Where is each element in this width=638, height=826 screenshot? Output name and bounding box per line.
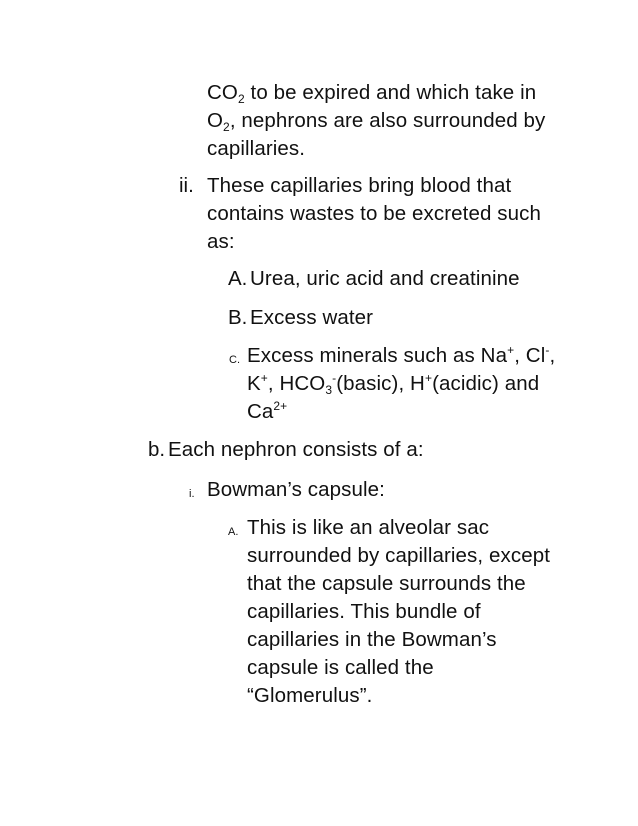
text-line: These capillaries bring blood that xyxy=(207,174,512,197)
list-marker: C. xyxy=(229,354,240,366)
text-line: Bowman’s capsule: xyxy=(207,478,385,501)
text-line: This is like an alveolar sac xyxy=(247,516,490,539)
superscript: 2+ xyxy=(273,399,288,413)
text-line: as: xyxy=(207,230,235,253)
text-line xyxy=(247,372,539,396)
text-line: that the capsule surrounds the xyxy=(247,572,526,595)
text-line: capillaries. This bundle of xyxy=(247,600,481,623)
text-line xyxy=(207,81,536,105)
text-run: CO xyxy=(207,81,238,104)
text-line: contains wastes to be excreted such xyxy=(207,202,541,225)
text-run: to be expired and which take in xyxy=(244,81,537,104)
text-run: (basic), H xyxy=(336,372,425,395)
text-line xyxy=(247,400,287,424)
list-marker: B. xyxy=(228,306,248,329)
list-marker: i. xyxy=(189,488,195,500)
list-marker: A. xyxy=(228,526,239,538)
text-line: capsule is called the xyxy=(247,656,434,679)
text-line: Urea, uric acid and creatinine xyxy=(250,267,520,290)
text-run: O xyxy=(207,109,224,132)
superscript: + xyxy=(507,343,515,357)
text-line: Each nephron consists of a: xyxy=(168,438,424,461)
text-run: , HCO xyxy=(267,372,326,395)
subscript: 2 xyxy=(223,120,230,134)
list-marker: A. xyxy=(228,267,248,290)
text-line xyxy=(207,109,545,133)
text-line: Excess water xyxy=(250,306,374,329)
list-marker: b. xyxy=(148,438,166,461)
text-run: , nephrons are also surrounded by xyxy=(229,109,546,132)
text-run: , Cl xyxy=(514,344,546,367)
text-line: “Glomerulus”. xyxy=(247,684,373,707)
subscript: 2 xyxy=(237,92,245,106)
text-run: , xyxy=(549,344,556,367)
list-marker: ii. xyxy=(179,174,194,197)
text-run: K xyxy=(247,372,261,395)
superscript: - xyxy=(332,371,337,385)
text-line xyxy=(247,344,555,368)
text-line: surrounded by capillaries, except xyxy=(247,544,550,567)
subscript: 3 xyxy=(325,383,333,397)
text-run: Excess minerals such as Na xyxy=(247,344,508,367)
text-line: capillaries in the Bowman’s xyxy=(247,628,497,651)
superscript: + xyxy=(260,371,268,385)
text-line: capillaries. xyxy=(207,137,306,160)
text-run: Ca xyxy=(247,400,274,423)
superscript: - xyxy=(545,343,550,357)
text-run: (acidic) and xyxy=(432,372,540,395)
superscript: + xyxy=(424,371,433,385)
